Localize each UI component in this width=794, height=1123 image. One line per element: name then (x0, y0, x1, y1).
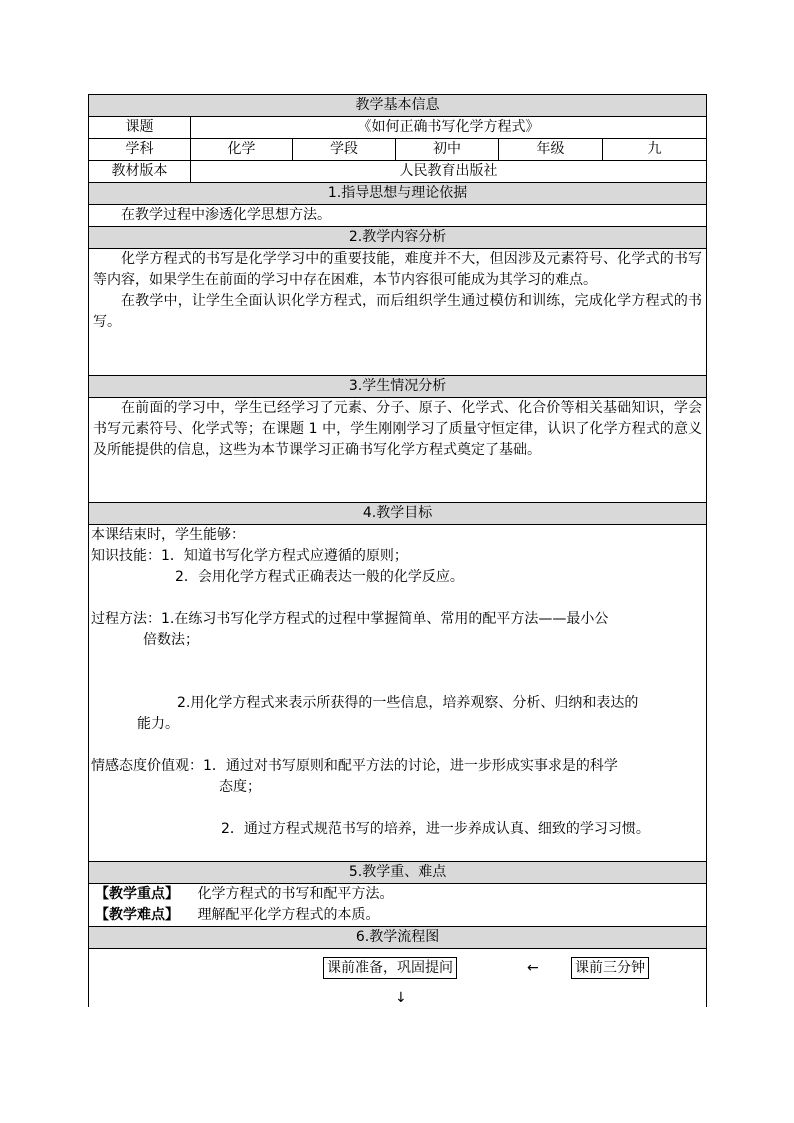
attitude-objective-1: 情感态度价值观：1．通过对书写原则和配平方法的讨论，进一步形成实事求是的科学 (91, 758, 618, 774)
section-2-body (89, 249, 707, 376)
topic-row (89, 117, 707, 139)
topic-value: 《如何正确书写化学方程式》 (191, 117, 707, 139)
knowledge-objective-2: 2．会用化学方程式正确表达一般的化学反应。 (175, 569, 464, 585)
subject-label: 学科 (89, 139, 191, 161)
attitude-objective-1-cont: 态度； (219, 779, 261, 795)
key-point-label: 【教学重点】 (95, 886, 179, 902)
section-3-title: 3.学生情况分析 (89, 376, 707, 398)
section-2-paragraph-2: 在教学中，让学生全面认识化学方程式，而后组织学生通过模仿和训练，完成化学方程式的书写。 (93, 293, 703, 330)
grade-value: 九 (603, 139, 707, 161)
header-row (89, 95, 707, 117)
process-objective-2-cont: 能力。 (137, 716, 179, 732)
knowledge-objective-1: 知识技能：1．知道书写化学方程式应遵循的原则； (91, 548, 408, 564)
topic-label: 课题 (89, 117, 191, 139)
key-point-text: 化学方程式的书写和配平方法。 (197, 886, 394, 902)
stage-label: 学段 (293, 139, 396, 161)
section-3-header (89, 376, 707, 398)
flowchart-area (89, 949, 707, 1008)
difficult-point (95, 905, 700, 926)
section-6-title: 6.教学流程图 (89, 927, 707, 949)
section-6-header (89, 927, 707, 949)
section-4-title: 4.教学目标 (89, 503, 707, 525)
flow-box-three-minutes: 课前三分钟 (571, 957, 649, 979)
process-objective-1: 过程方法：1.在练习书写化学方程式的过程中掌握简单、常用的配平方法——最小公 (91, 611, 609, 627)
section-2-paragraph-1: 化学方程式的书写是化学学习中的重要技能，难度并不大，但因涉及元素符号、化学式的书写等内容，如果学生在前面的学习中存在困难，本节内容很可能成为其学习的难点。 (93, 251, 703, 288)
section-2-header (89, 227, 707, 249)
difficult-point-label: 【教学难点】 (95, 907, 179, 923)
key-point (95, 884, 700, 905)
process-objective-2: 2.用化学方程式来表示所获得的一些信息，培养观察、分析、归纳和表达的 (177, 695, 639, 711)
edition-value: 人民教育出版社 (191, 161, 707, 183)
edition-label: 教材版本 (89, 161, 191, 183)
section-5-title: 5.教学重、难点 (89, 862, 707, 884)
edition-row (89, 161, 707, 183)
arrow-down-icon: ↓ (395, 990, 407, 1006)
stage-value: 初中 (396, 139, 499, 161)
section-4-body (89, 525, 707, 862)
section-3-paragraph: 在前面的学习中，学生已经学习了元素、分子、原子、化学式、化合价等相关基础知识，学会书写元素符号、化学式等；在课题 1 中，学生刚刚学习了质量守恒定律，认识了化学方程式的意义及所能提供的信息，这些为本节课学习正确书写化学方程式奠定了基础。 (93, 400, 703, 458)
subject-row (89, 139, 707, 161)
process-objective-1-cont: 倍数法； (143, 632, 199, 648)
attitude-objective-2: 2．通过方程式规范书写的培养，进一步养成认真、细致的学习习惯。 (221, 821, 650, 837)
arrow-left-icon: ← (527, 960, 539, 976)
section-1-title: 1.指导思想与理论依据 (89, 183, 707, 205)
section-2-title: 2.教学内容分析 (89, 227, 707, 249)
grade-label: 年级 (499, 139, 603, 161)
section-1-text: 在教学过程中渗透化学思想方法。 (121, 207, 331, 223)
section-6-body (89, 949, 707, 1008)
section-5-body (89, 884, 707, 927)
flow-box-prep: 课前准备，巩固提问 (323, 957, 457, 979)
section-4-header (89, 503, 707, 525)
header-title: 教学基本信息 (89, 95, 707, 117)
lesson-plan-document (88, 94, 706, 1007)
section-3-body (89, 398, 707, 503)
objectives-intro: 本课结束时，学生能够： (91, 527, 245, 543)
section-1-header (89, 183, 707, 205)
section-1-body (89, 205, 707, 227)
section-5-header (89, 862, 707, 884)
subject-value: 化学 (191, 139, 293, 161)
difficult-point-text: 理解配平化学方程式的本质。 (197, 907, 380, 923)
lesson-plan-table (88, 94, 707, 1007)
